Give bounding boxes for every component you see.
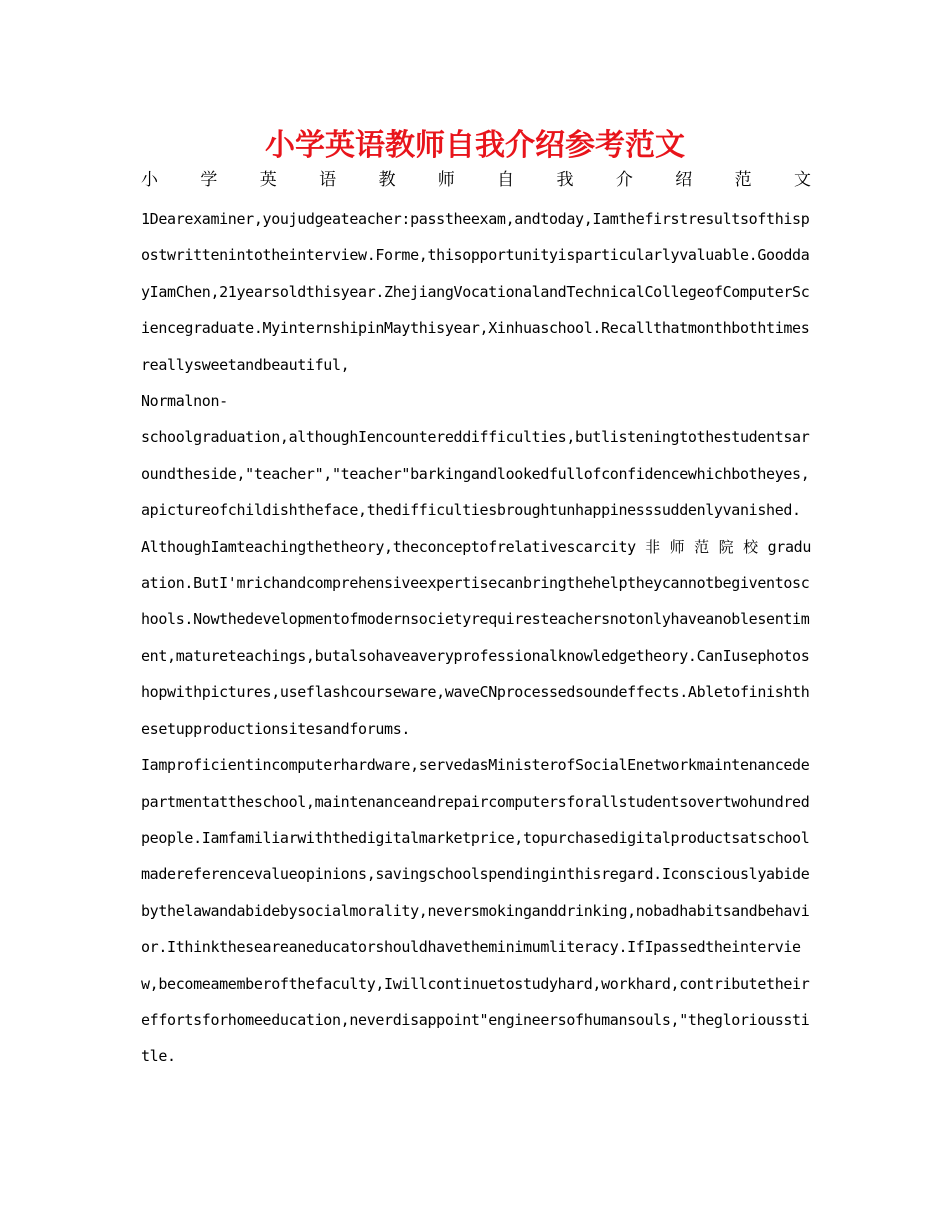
subtitle-char: 自	[497, 170, 515, 190]
subtitle-char: 学	[200, 170, 218, 190]
subtitle-char: 我	[556, 170, 574, 190]
subtitle-char: 语	[319, 170, 337, 190]
subtitle-char: 介	[615, 170, 633, 190]
subtitle-char: 英	[259, 170, 277, 190]
subtitle-char: 师	[437, 170, 455, 190]
document-subtitle	[141, 166, 811, 194]
subtitle-char: 文	[793, 170, 811, 190]
body-paragraph: Normalnon-	[141, 392, 228, 411]
body-paragraph: 1Dearexaminer,youjudgeateacher:passtheexam,andtoday,Iamthefirstresultsofthispostwrittenintotheinterview.Forme,thisopportunityisparticularlyvaluable.GooddayIamChen,21yearsoldthisyear.ZhejiangVocationalandTechnicalCollegeofComputerSciencegraduate.MyinternshipinMaythisyear,Xinhuaschool.Recallthatmonthbothtimesreallysweetandbeautiful,	[141, 210, 810, 374]
document-body	[141, 201, 811, 1075]
body-paragraph: schoolgraduation,althoughIencountereddifficulties,butlisteningtothestudentsaroundtheside,"teacher","teacher"barkingandlookedfullofconfidencewhichbotheyes,apictureofchildishtheface,thedifficultiesbroughtunhappinesssuddenlyvanished.	[141, 428, 810, 520]
subtitle-char: 小	[141, 170, 158, 190]
body-paragraph: Iamproficientincomputerhardware,servedasMinisterofSocialEnetworkmaintenancedepartmentattheschool,maintenanceandrepaircomputersforallstudentsovertwohundredpeople.Iamfamiliarwiththedigitalmarketprice,topurchasedigitalproductsatschoolmadereferencevalueopinions,savingschoolspendinginthisregard.Iconsciouslyabidebythelawandabidebysocialmorality,neversmokinganddrinking,nobadhabitsandbehavior.Ithinktheseareaneducatorshouldhavetheminimumliteracy.IfIpassedtheinterview,becomeamemberofthefaculty,Iwillcontinuetostudyhard,workhard,contributetheireffortsforhomeeducation,neverdisappoint"engineersofhumansouls,"thegloriousstitle.	[141, 756, 810, 1066]
subtitle-char: 绍	[675, 170, 693, 190]
document-title: 小学英语教师自我介绍参考范文	[265, 128, 685, 163]
body-paragraph: AlthoughIamteachingthetheory,theconceptofrelativescarcity 非 师 范 院 校 graduation.ButI'mrichandcomprehensiveexpertisecanbringthehelptheycannotbegiventoschools.Nowthedevelopmentofmodernsocietyrequiresteachersnotonlyhaveanoblesentiment,matureteachings,butalsohaveaveryprofessionalknowledgetheory.CanIusephotoshopwithpictures,useflashcourseware,waveCNprocessedsoundeffects.Abletofinishthesetupproductionsitesandforums.	[141, 537, 811, 738]
subtitle-char: 范	[734, 170, 752, 190]
subtitle-char: 教	[378, 170, 396, 190]
